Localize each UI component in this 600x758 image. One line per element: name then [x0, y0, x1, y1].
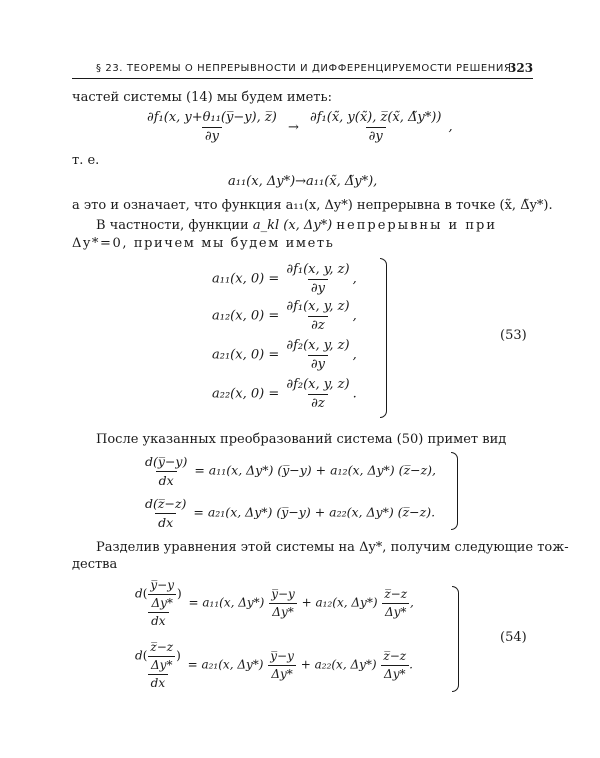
eq53-row-3: a₂₁(x, 0) = $\frac{\text{∂f₂(x, y, z)}}{\partial y}$ , [212, 338, 357, 372]
paragraph-line: Δy*=0, причем мы будем иметь [72, 236, 335, 251]
fraction: $\frac{\text{∂f₁(x, y+θ₁₁(y̅−y), z̅)}}{\partial y}$ [147, 110, 277, 144]
paragraph-line: частей системы (14) мы будем иметь: [72, 90, 332, 105]
paragraph-line: дества [72, 557, 118, 572]
page-number: 323 [508, 61, 534, 75]
right-brace [451, 452, 458, 530]
eq53-row-4: a₂₂(x, 0) = $\frac{\text{∂f₂(x, y, z)}}{\partial z}$ . [212, 377, 357, 411]
sys50-row-2: $\frac{d(z̅-z)}{dx}$ = a₂₁(x, Δy*) (y̅−y) + a₂₂(x, Δy*) (z̅−z). [145, 496, 436, 530]
te-label: т. е. [72, 153, 100, 168]
right-brace [452, 586, 459, 692]
equation-number: (54) [500, 630, 527, 645]
eq53-row-1: a₁₁(x, 0) = $\frac{\text{∂f₁(x, y, z)}}{\partial y}$ , [212, 262, 357, 296]
equation-number: (53) [500, 328, 527, 343]
a11-limit: a₁₁(x, Δy*)→a₁₁(x̃, Δ̃y*), [228, 174, 378, 189]
fraction: $\frac{\text{∂f₁(x̃, y(x̃), z̅(x̃, Δ̃y*))}}{\partial y}$ [310, 110, 442, 144]
paragraph-line: Разделив уравнения этой системы на Δy*, получим следующие тож- [96, 540, 569, 555]
sys50-row-1: $\frac{d(y̅-y)}{dx}$ = a₁₁(x, Δy*) (y̅−y) + a₁₂(x, Δy*) (z̅−z), [145, 454, 437, 488]
eq53-row-2: a₁₂(x, 0) = $\frac{\text{∂f₁(x, y, z)}}{\partial z}$ , [212, 299, 357, 333]
eq54-row-2: d( $\frac{z̅-z}{\Delta y*}$ ) dx = a₂₁(x, Δy*) $\frac{y̅-y}{\Delta y*}$ + a₂₂(x, Δy*) $\frac{z̅-z}{\Delta y*}$ . [135, 640, 413, 690]
paragraph-line: После указанных преобразований система (50) примет вид [96, 432, 507, 447]
running-title: § 23. ТЕОРЕМЫ О НЕПРЕРЫВНОСТИ И ДИФФЕРЕНЦИРУЕМОСТИ РЕШЕНИЯ [96, 63, 512, 74]
paragraph-line: В частности, функции a_kl (x, Δy*) непрерывны и при [96, 218, 497, 233]
right-brace [380, 258, 387, 418]
paragraph-line: а это и означает, что функция a₁₁(x, Δy*) непрерывна в точке (x̃, Δ̃y*). [72, 198, 553, 213]
limit-expression: $\frac{\text{∂f₁(x, y+θ₁₁(y̅−y), z̅)}}{\partial y}$ → $\frac{\text{∂f₁(x̃, y(x̃), z̅(x̃, Δ̃y*))}}{\partial y}$ , [144, 110, 453, 144]
header-rule [72, 78, 533, 79]
eq54-row-1: d( $\frac{y̅-y}{\Delta y*}$ ) dx = a₁₁(x, Δy*) $\frac{y̅-y}{\Delta y*}$ + a₁₂(x, Δy*) $\frac{z̅-z}{\Delta y*}$ , [135, 578, 414, 628]
